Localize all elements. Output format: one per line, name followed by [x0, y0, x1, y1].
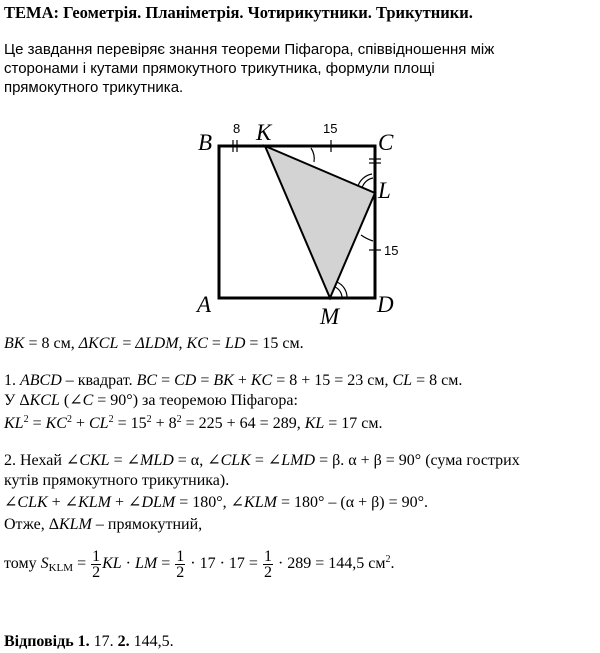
- length-bk: 8: [233, 121, 241, 136]
- step1-line-2: У ΔKCL (∠C = 90°) за теоремою Піфагора:: [4, 392, 298, 409]
- step2-line-3: ∠CLK + ∠KLM + ∠DLM = 180°, ∠KLM = 180° – (α + β) = 90°.: [4, 494, 428, 511]
- fraction-half-2: $\frac{1}{2}$: [176, 548, 185, 581]
- step2-line-1: 2. Нехай ∠CKL = ∠MLD = α, ∠CLK = ∠LMD = β. α + β = 90° (сума гострих: [4, 452, 520, 469]
- intro-line-2: сторонами і кутами прямокутного трикутника, формули площі: [4, 60, 435, 77]
- fraction-half-1: $\frac{1}{2}$: [92, 548, 101, 581]
- area-formula-line: тому $S_{KLM}$ = $\frac{1}{2}$ KL · LM = $\frac{1}{2}$ · 17 · 17 = $\frac{1}{2}$ · 289 = 144,5 $см^2$.: [4, 548, 395, 581]
- label-a: A: [197, 292, 212, 317]
- label-l: L: [378, 178, 391, 203]
- topic-title: ТЕМА: Геометрія. Планіметрія. Чотирикутники. Трикутники.: [4, 3, 473, 22]
- angle-mark-l-1: [362, 178, 373, 188]
- label-b: B: [198, 130, 213, 155]
- label-k: K: [256, 120, 272, 145]
- label-c: C: [378, 130, 394, 155]
- step1-line-3: $KL^2 = KC^2 + CL^2 = 15^2 + 8^2 = 225 + 64 = 289$, KL = 17 см.: [4, 414, 383, 432]
- geometry-figure: [190, 118, 420, 330]
- length-kc: 15: [323, 121, 338, 136]
- intro-line-1: Це завдання перевіряє знання теореми Піфагора, співвідношення між: [4, 41, 495, 58]
- label-m: M: [320, 304, 340, 329]
- fraction-half-3: $\frac{1}{2}$: [263, 548, 272, 581]
- given-line: BK = 8 см, ΔKCL = ΔLDM, KC = LD = 15 см.: [4, 335, 304, 352]
- angle-mark-k: [311, 148, 314, 162]
- step2-line-2: кутів прямокутного трикутника).: [4, 472, 230, 489]
- step1-line-1: 1. ABCD – квадрат. BC = CD = BK + KC = 8 + 15 = 23 см, CL = 8 см.: [4, 372, 463, 389]
- label-d: D: [377, 292, 394, 317]
- intro-line-3: прямокутного трикутника.: [4, 79, 184, 96]
- step2-line-4: Отже, ΔKLM – прямокутний,: [4, 516, 203, 533]
- length-ld: 15: [384, 243, 399, 258]
- angle-mark-l-2: [358, 174, 372, 186]
- answer-line: Відповідь 1. 17. 2. 144,5.: [4, 633, 174, 650]
- angle-mark-l-3: [361, 235, 373, 241]
- triangle-klm: [265, 146, 375, 298]
- angle-mark-m-1: [335, 287, 342, 298]
